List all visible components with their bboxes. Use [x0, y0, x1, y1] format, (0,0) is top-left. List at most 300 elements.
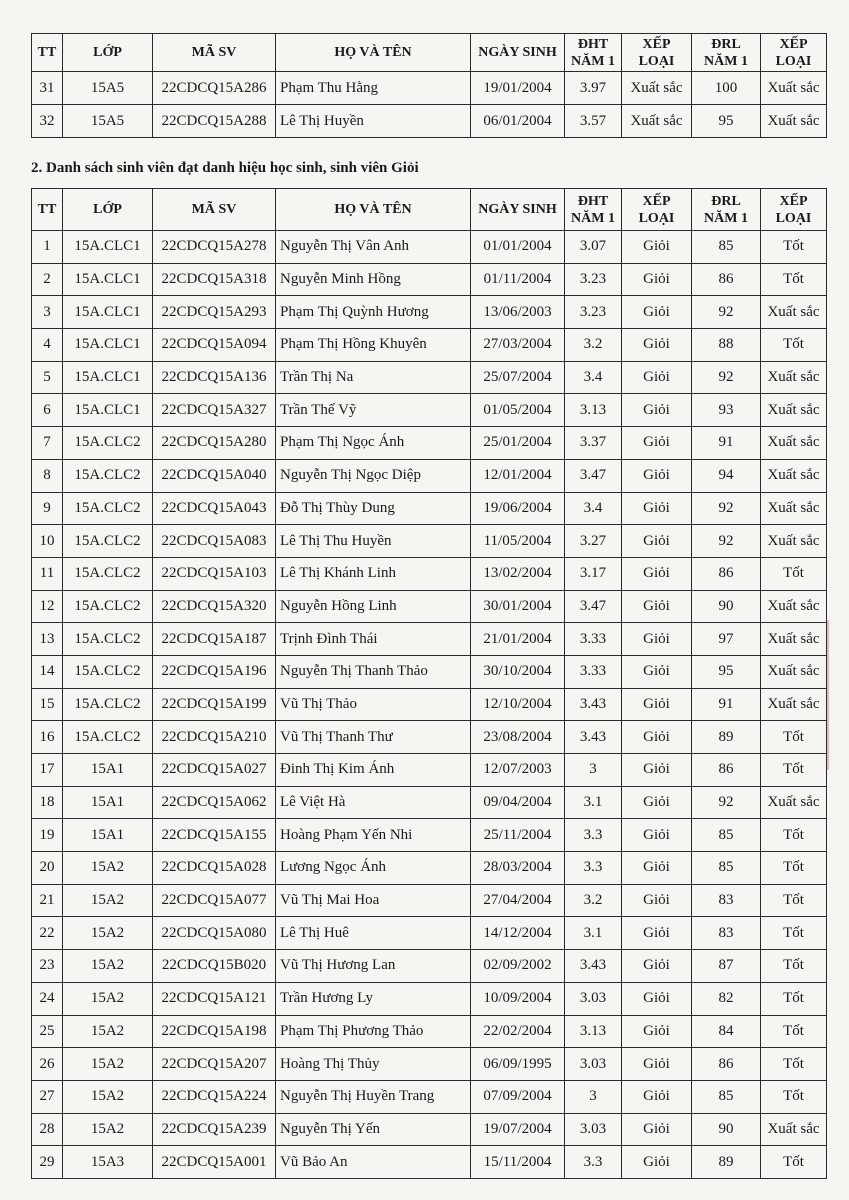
cell-tt: 15	[32, 688, 63, 721]
cell-conduct-rank: Xuất sắc	[761, 492, 827, 525]
cell-conduct-rank: Xuất sắc	[761, 72, 827, 105]
cell-birth-date: 25/07/2004	[471, 361, 565, 394]
cell-conduct-rank: Tốt	[761, 1015, 827, 1048]
cell-birth-date: 01/11/2004	[471, 263, 565, 296]
cell-tt: 23	[32, 950, 63, 983]
cell-gpa: 3	[565, 1080, 622, 1113]
cell-gpa: 3.1	[565, 786, 622, 819]
cell-birth-date: 10/09/2004	[471, 982, 565, 1015]
cell-gpa: 3.23	[565, 296, 622, 329]
cell-tt: 24	[32, 982, 63, 1015]
cell-conduct-rank: Tốt	[761, 852, 827, 885]
table-row	[32, 72, 827, 105]
cell-tt: 26	[32, 1048, 63, 1081]
cell-conduct-rank: Tốt	[761, 884, 827, 917]
cell-full-name: Trịnh Đình Thái	[276, 623, 471, 656]
table-row	[32, 819, 827, 852]
cell-student-id: 22CDCQ15A027	[153, 754, 276, 787]
cell-conduct-rank: Tốt	[761, 231, 827, 264]
cell-student-id: 22CDCQ15A318	[153, 263, 276, 296]
cell-class: 15A.CLC2	[63, 427, 153, 460]
cell-gpa: 3.43	[565, 721, 622, 754]
cell-gpa: 3.97	[565, 72, 622, 105]
cell-conduct: 95	[692, 655, 761, 688]
table-row	[32, 296, 827, 329]
cell-birth-date: 12/01/2004	[471, 459, 565, 492]
cell-conduct: 92	[692, 296, 761, 329]
cell-student-id: 22CDCQ15A083	[153, 525, 276, 558]
cell-gpa: 3.3	[565, 852, 622, 885]
cell-gpa-rank: Giỏi	[622, 884, 692, 917]
table-row	[32, 1048, 827, 1081]
header-birth-date: NGÀY SINH	[471, 34, 565, 72]
cell-birth-date: 25/01/2004	[471, 427, 565, 460]
cell-student-id: 22CDCQ15A239	[153, 1113, 276, 1146]
cell-birth-date: 14/12/2004	[471, 917, 565, 950]
table-row	[32, 1113, 827, 1146]
cell-birth-date: 13/06/2003	[471, 296, 565, 329]
table-row	[32, 688, 827, 721]
header-conduct-rank: XẾP LOẠI	[761, 34, 827, 72]
cell-conduct-rank: Tốt	[761, 329, 827, 362]
cell-class: 15A2	[63, 884, 153, 917]
cell-conduct: 86	[692, 754, 761, 787]
table-row	[32, 394, 827, 427]
cell-gpa-rank: Giỏi	[622, 1113, 692, 1146]
cell-class: 15A1	[63, 754, 153, 787]
cell-class: 15A1	[63, 786, 153, 819]
cell-full-name: Nguyễn Minh Hồng	[276, 263, 471, 296]
cell-gpa-rank: Giỏi	[622, 427, 692, 460]
cell-gpa-rank: Giỏi	[622, 655, 692, 688]
cell-full-name: Hoàng Phạm Yến Nhi	[276, 819, 471, 852]
cell-birth-date: 25/11/2004	[471, 819, 565, 852]
table-row	[32, 459, 827, 492]
cell-conduct: 92	[692, 786, 761, 819]
section-2-title: 2. Danh sách sinh viên đạt danh hiệu học sinh, sinh viên Giỏi	[31, 160, 419, 176]
cell-full-name: Trần Thị Na	[276, 361, 471, 394]
header-gpa-rank: XẾP LOẠI	[622, 189, 692, 231]
cell-birth-date: 21/01/2004	[471, 623, 565, 656]
cell-conduct-rank: Xuất sắc	[761, 459, 827, 492]
cell-full-name: Trần Thế Vỹ	[276, 394, 471, 427]
cell-gpa: 3.1	[565, 917, 622, 950]
cell-student-id: 22CDCQ15A094	[153, 329, 276, 362]
header-conduct-rank: XẾP LOẠI	[761, 189, 827, 231]
table2-body	[32, 231, 827, 1179]
cell-gpa-rank: Giỏi	[622, 950, 692, 983]
cell-student-id: 22CDCQ15A043	[153, 492, 276, 525]
cell-tt: 7	[32, 427, 63, 460]
cell-student-id: 22CDCQ15A198	[153, 1015, 276, 1048]
header-student-id: MÃ SV	[153, 34, 276, 72]
cell-tt: 1	[32, 231, 63, 264]
cell-gpa-rank: Giỏi	[622, 1048, 692, 1081]
cell-conduct-rank: Tốt	[761, 1146, 827, 1179]
cell-birth-date: 19/01/2004	[471, 72, 565, 105]
cell-class: 15A5	[63, 105, 153, 138]
cell-full-name: Đinh Thị Kim Ánh	[276, 754, 471, 787]
cell-gpa-rank: Giỏi	[622, 786, 692, 819]
cell-conduct: 93	[692, 394, 761, 427]
cell-conduct: 85	[692, 819, 761, 852]
cell-gpa: 3.37	[565, 427, 622, 460]
cell-conduct: 86	[692, 263, 761, 296]
table-row	[32, 721, 827, 754]
cell-full-name: Lê Thị Khánh Linh	[276, 557, 471, 590]
cell-tt: 29	[32, 1146, 63, 1179]
cell-gpa-rank: Giỏi	[622, 361, 692, 394]
cell-conduct: 91	[692, 427, 761, 460]
header-conduct-year1: ĐRL NĂM 1	[692, 189, 761, 231]
cell-student-id: 22CDCQ15A288	[153, 105, 276, 138]
cell-gpa-rank: Giỏi	[622, 296, 692, 329]
cell-tt: 19	[32, 819, 63, 852]
cell-conduct-rank: Tốt	[761, 917, 827, 950]
table-row	[32, 655, 827, 688]
cell-class: 15A.CLC2	[63, 557, 153, 590]
cell-class: 15A2	[63, 1015, 153, 1048]
cell-birth-date: 06/01/2004	[471, 105, 565, 138]
cell-class: 15A.CLC1	[63, 361, 153, 394]
cell-class: 15A.CLC1	[63, 329, 153, 362]
table-row	[32, 852, 827, 885]
cell-tt: 21	[32, 884, 63, 917]
cell-conduct-rank: Tốt	[761, 819, 827, 852]
cell-student-id: 22CDCQ15A155	[153, 819, 276, 852]
cell-full-name: Vũ Bảo An	[276, 1146, 471, 1179]
cell-tt: 12	[32, 590, 63, 623]
cell-conduct-rank: Xuất sắc	[761, 1113, 827, 1146]
cell-tt: 18	[32, 786, 63, 819]
cell-student-id: 22CDCQ15A320	[153, 590, 276, 623]
header-full-name: HỌ VÀ TÊN	[276, 189, 471, 231]
cell-conduct: 84	[692, 1015, 761, 1048]
cell-conduct-rank: Xuất sắc	[761, 590, 827, 623]
cell-conduct-rank: Tốt	[761, 721, 827, 754]
cell-gpa-rank: Giỏi	[622, 492, 692, 525]
table-row	[32, 1015, 827, 1048]
cell-conduct: 89	[692, 721, 761, 754]
cell-student-id: 22CDCQ15A286	[153, 72, 276, 105]
cell-full-name: Nguyễn Thị Yến	[276, 1113, 471, 1146]
cell-conduct: 94	[692, 459, 761, 492]
cell-gpa-rank: Giỏi	[622, 754, 692, 787]
cell-gpa: 3.27	[565, 525, 622, 558]
cell-conduct-rank: Tốt	[761, 982, 827, 1015]
cell-student-id: 22CDCQ15A196	[153, 655, 276, 688]
cell-tt: 31	[32, 72, 63, 105]
table-header-row	[32, 34, 827, 72]
cell-class: 15A.CLC2	[63, 459, 153, 492]
cell-gpa: 3.03	[565, 982, 622, 1015]
table-row	[32, 263, 827, 296]
cell-birth-date: 27/04/2004	[471, 884, 565, 917]
cell-conduct: 89	[692, 1146, 761, 1179]
cell-gpa-rank: Giỏi	[622, 721, 692, 754]
cell-gpa: 3.17	[565, 557, 622, 590]
cell-class: 15A.CLC2	[63, 623, 153, 656]
cell-conduct: 83	[692, 884, 761, 917]
cell-gpa: 3.2	[565, 884, 622, 917]
cell-conduct-rank: Xuất sắc	[761, 525, 827, 558]
cell-conduct: 85	[692, 852, 761, 885]
cell-tt: 10	[32, 525, 63, 558]
cell-tt: 14	[32, 655, 63, 688]
cell-tt: 13	[32, 623, 63, 656]
cell-gpa-rank: Giỏi	[622, 590, 692, 623]
stamp-edge	[827, 620, 849, 770]
cell-class: 15A.CLC2	[63, 688, 153, 721]
cell-conduct: 90	[692, 1113, 761, 1146]
cell-gpa: 3.47	[565, 459, 622, 492]
table-row	[32, 786, 827, 819]
cell-conduct-rank: Xuất sắc	[761, 688, 827, 721]
table-row	[32, 1146, 827, 1179]
header-conduct-year1: ĐRL NĂM 1	[692, 34, 761, 72]
cell-birth-date: 12/07/2003	[471, 754, 565, 787]
cell-birth-date: 19/07/2004	[471, 1113, 565, 1146]
cell-tt: 5	[32, 361, 63, 394]
cell-conduct: 92	[692, 525, 761, 558]
cell-conduct: 92	[692, 361, 761, 394]
cell-conduct-rank: Tốt	[761, 754, 827, 787]
cell-tt: 22	[32, 917, 63, 950]
table-header-row	[32, 189, 827, 231]
cell-gpa: 3.43	[565, 950, 622, 983]
cell-conduct: 95	[692, 105, 761, 138]
header-full-name: HỌ VÀ TÊN	[276, 34, 471, 72]
cell-class: 15A.CLC1	[63, 296, 153, 329]
table-row	[32, 231, 827, 264]
cell-birth-date: 07/09/2004	[471, 1080, 565, 1113]
cell-student-id: 22CDCQ15B020	[153, 950, 276, 983]
cell-student-id: 22CDCQ15A103	[153, 557, 276, 590]
cell-conduct-rank: Xuất sắc	[761, 296, 827, 329]
cell-tt: 20	[32, 852, 63, 885]
cell-gpa: 3	[565, 754, 622, 787]
cell-birth-date: 06/09/1995	[471, 1048, 565, 1081]
cell-student-id: 22CDCQ15A062	[153, 786, 276, 819]
cell-class: 15A.CLC1	[63, 263, 153, 296]
excellent-students-table-continued	[31, 33, 827, 138]
cell-full-name: Vũ Thị Thanh Thư	[276, 721, 471, 754]
cell-full-name: Trần Hương Ly	[276, 982, 471, 1015]
cell-tt: 32	[32, 105, 63, 138]
cell-full-name: Nguyễn Thị Huyền Trang	[276, 1080, 471, 1113]
table-row	[32, 950, 827, 983]
cell-conduct: 87	[692, 950, 761, 983]
cell-class: 15A.CLC2	[63, 655, 153, 688]
header-gpa-year1: ĐHT NĂM 1	[565, 34, 622, 72]
cell-full-name: Nguyễn Thị Thanh Thảo	[276, 655, 471, 688]
table-row	[32, 361, 827, 394]
table-row	[32, 427, 827, 460]
table-row	[32, 492, 827, 525]
cell-gpa: 3.23	[565, 263, 622, 296]
table-row	[32, 982, 827, 1015]
cell-gpa-rank: Giỏi	[622, 1015, 692, 1048]
cell-tt: 3	[32, 296, 63, 329]
cell-gpa-rank: Xuất sắc	[622, 105, 692, 138]
cell-class: 15A2	[63, 982, 153, 1015]
cell-gpa-rank: Giỏi	[622, 329, 692, 362]
cell-student-id: 22CDCQ15A040	[153, 459, 276, 492]
cell-student-id: 22CDCQ15A187	[153, 623, 276, 656]
cell-conduct-rank: Xuất sắc	[761, 105, 827, 138]
table-row	[32, 884, 827, 917]
header-birth-date: NGÀY SINH	[471, 189, 565, 231]
cell-gpa-rank: Giỏi	[622, 525, 692, 558]
cell-tt: 8	[32, 459, 63, 492]
cell-full-name: Lê Thị Thu Huyền	[276, 525, 471, 558]
cell-conduct: 86	[692, 557, 761, 590]
cell-gpa-rank: Giỏi	[622, 1146, 692, 1179]
cell-class: 15A2	[63, 917, 153, 950]
cell-class: 15A.CLC2	[63, 721, 153, 754]
cell-conduct: 90	[692, 590, 761, 623]
cell-student-id: 22CDCQ15A077	[153, 884, 276, 917]
cell-gpa-rank: Giỏi	[622, 982, 692, 1015]
cell-conduct-rank: Xuất sắc	[761, 394, 827, 427]
cell-tt: 16	[32, 721, 63, 754]
cell-gpa: 3.03	[565, 1048, 622, 1081]
cell-conduct-rank: Xuất sắc	[761, 623, 827, 656]
cell-birth-date: 28/03/2004	[471, 852, 565, 885]
cell-student-id: 22CDCQ15A293	[153, 296, 276, 329]
cell-full-name: Vũ Thị Mai Hoa	[276, 884, 471, 917]
cell-full-name: Lê Thị Huyền	[276, 105, 471, 138]
cell-gpa: 3.33	[565, 623, 622, 656]
cell-gpa-rank: Xuất sắc	[622, 72, 692, 105]
cell-conduct: 97	[692, 623, 761, 656]
cell-student-id: 22CDCQ15A327	[153, 394, 276, 427]
cell-full-name: Nguyễn Thị Ngọc Diệp	[276, 459, 471, 492]
cell-student-id: 22CDCQ15A001	[153, 1146, 276, 1179]
cell-conduct-rank: Xuất sắc	[761, 655, 827, 688]
cell-gpa-rank: Giỏi	[622, 459, 692, 492]
cell-gpa-rank: Giỏi	[622, 688, 692, 721]
cell-class: 15A.CLC2	[63, 492, 153, 525]
cell-class: 15A2	[63, 1080, 153, 1113]
cell-birth-date: 22/02/2004	[471, 1015, 565, 1048]
cell-gpa-rank: Giỏi	[622, 852, 692, 885]
cell-conduct: 82	[692, 982, 761, 1015]
table-row	[32, 105, 827, 138]
cell-conduct: 88	[692, 329, 761, 362]
header-gpa-year1: ĐHT NĂM 1	[565, 189, 622, 231]
cell-tt: 17	[32, 754, 63, 787]
cell-class: 15A2	[63, 1113, 153, 1146]
header-student-id: MÃ SV	[153, 189, 276, 231]
cell-gpa: 3.07	[565, 231, 622, 264]
cell-birth-date: 19/06/2004	[471, 492, 565, 525]
cell-conduct-rank: Xuất sắc	[761, 786, 827, 819]
cell-tt: 27	[32, 1080, 63, 1113]
cell-class: 15A.CLC1	[63, 231, 153, 264]
cell-full-name: Nguyễn Hồng Linh	[276, 590, 471, 623]
cell-student-id: 22CDCQ15A207	[153, 1048, 276, 1081]
cell-tt: 6	[32, 394, 63, 427]
cell-class: 15A2	[63, 1048, 153, 1081]
cell-tt: 2	[32, 263, 63, 296]
cell-student-id: 22CDCQ15A199	[153, 688, 276, 721]
cell-conduct: 100	[692, 72, 761, 105]
cell-conduct: 85	[692, 231, 761, 264]
cell-gpa: 3.4	[565, 492, 622, 525]
cell-conduct-rank: Tốt	[761, 557, 827, 590]
cell-birth-date: 02/09/2002	[471, 950, 565, 983]
cell-class: 15A.CLC1	[63, 394, 153, 427]
cell-full-name: Lương Ngọc Ánh	[276, 852, 471, 885]
cell-tt: 4	[32, 329, 63, 362]
cell-birth-date: 13/02/2004	[471, 557, 565, 590]
cell-gpa-rank: Giỏi	[622, 1080, 692, 1113]
cell-conduct: 91	[692, 688, 761, 721]
cell-full-name: Phạm Thị Phương Thảo	[276, 1015, 471, 1048]
cell-class: 15A.CLC2	[63, 590, 153, 623]
cell-full-name: Phạm Thị Quỳnh Hương	[276, 296, 471, 329]
header-gpa-rank: XẾP LOẠI	[622, 34, 692, 72]
cell-conduct: 92	[692, 492, 761, 525]
cell-birth-date: 30/01/2004	[471, 590, 565, 623]
cell-gpa: 3.4	[565, 361, 622, 394]
cell-birth-date: 27/03/2004	[471, 329, 565, 362]
cell-student-id: 22CDCQ15A121	[153, 982, 276, 1015]
cell-student-id: 22CDCQ15A278	[153, 231, 276, 264]
cell-class: 15A2	[63, 852, 153, 885]
cell-gpa: 3.3	[565, 1146, 622, 1179]
cell-gpa: 3.33	[565, 655, 622, 688]
cell-gpa-rank: Giỏi	[622, 819, 692, 852]
cell-conduct-rank: Tốt	[761, 263, 827, 296]
cell-gpa-rank: Giỏi	[622, 917, 692, 950]
table-row	[32, 590, 827, 623]
cell-gpa: 3.13	[565, 1015, 622, 1048]
cell-gpa: 3.2	[565, 329, 622, 362]
cell-gpa: 3.3	[565, 819, 622, 852]
header-tt: TT	[32, 34, 63, 72]
cell-class: 15A1	[63, 819, 153, 852]
cell-birth-date: 12/10/2004	[471, 688, 565, 721]
cell-gpa: 3.43	[565, 688, 622, 721]
cell-gpa: 3.47	[565, 590, 622, 623]
cell-conduct-rank: Xuất sắc	[761, 427, 827, 460]
table-row	[32, 525, 827, 558]
cell-birth-date: 01/05/2004	[471, 394, 565, 427]
cell-birth-date: 11/05/2004	[471, 525, 565, 558]
cell-conduct-rank: Tốt	[761, 1080, 827, 1113]
cell-gpa: 3.57	[565, 105, 622, 138]
cell-class: 15A3	[63, 1146, 153, 1179]
cell-student-id: 22CDCQ15A080	[153, 917, 276, 950]
cell-student-id: 22CDCQ15A028	[153, 852, 276, 885]
table-row	[32, 329, 827, 362]
cell-gpa: 3.03	[565, 1113, 622, 1146]
cell-gpa: 3.13	[565, 394, 622, 427]
cell-full-name: Vũ Thị Hương Lan	[276, 950, 471, 983]
header-class: LỚP	[63, 34, 153, 72]
cell-full-name: Phạm Thu Hằng	[276, 72, 471, 105]
table-row	[32, 623, 827, 656]
cell-gpa-rank: Giỏi	[622, 231, 692, 264]
cell-student-id: 22CDCQ15A136	[153, 361, 276, 394]
cell-birth-date: 01/01/2004	[471, 231, 565, 264]
cell-full-name: Đỗ Thị Thùy Dung	[276, 492, 471, 525]
good-students-table	[31, 188, 827, 1179]
cell-full-name: Hoàng Thị Thủy	[276, 1048, 471, 1081]
cell-tt: 9	[32, 492, 63, 525]
